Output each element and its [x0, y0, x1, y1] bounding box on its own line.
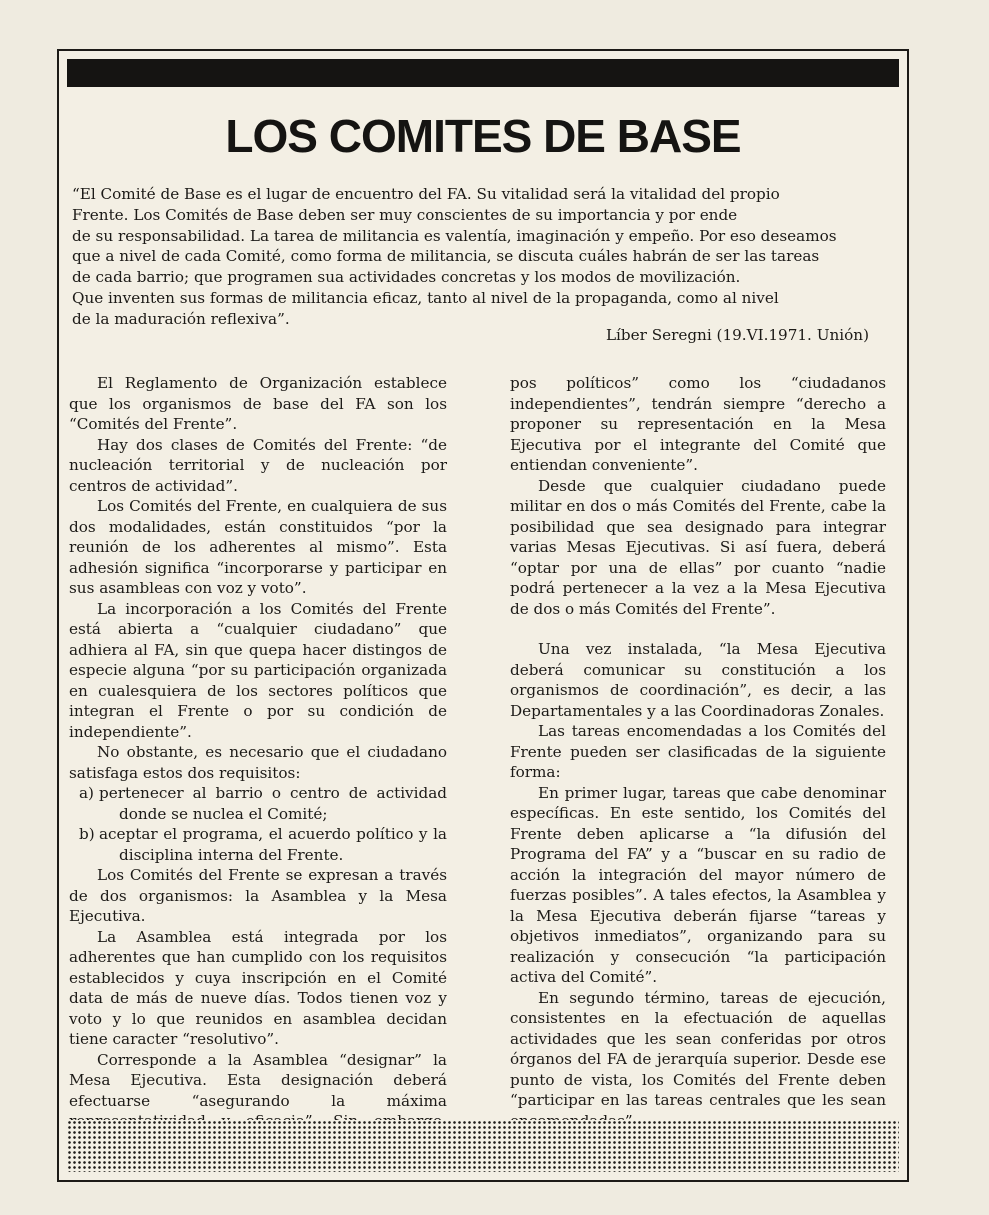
header-black-bar — [67, 59, 899, 87]
paragraph: Corresponde a la Asamblea “designar” la Mesa Ejecutiva. Esta designación deberá efectuarse “asegurando la máxima — [69, 1050, 447, 1110]
paragraph: Las tareas encomendadas a los Comités del Frente pueden ser clasificadas de la siguiente forma: — [510, 722, 886, 781]
left-column — [69, 373, 447, 1152]
list-item — [79, 783, 447, 824]
quote-attribution: Líber Seregni (19.VI.1971. Unión) — [605, 326, 869, 344]
headline: LOS COMITES DE BASE — [225, 110, 741, 162]
list-marker: a) — [79, 784, 94, 802]
list-marker: b) — [79, 825, 95, 843]
paragraph: La incorporación a los Comités del Frente está abierta a “cualquier ciudadano” que adhiera al FA, sin que quepa hacer distingos de especie alguna “por su participación organizada en cualesquiera de los sectores políticos que integran el Frente o por su condición de independiente”. — [69, 599, 447, 741]
paragraph: Los Comités del Frente, en cualquiera de sus dos modalidades, están constituidos “por la reunión de los adherentes al mismo”. Esta adhesión significa “incorporarse y participar en sus asambleas con voz y voto”. — [69, 497, 447, 597]
paragraph: En primer lugar, tareas que cabe denominar específicas. En este sentido, los Comités del Frente deben aplicarse a “la difusión del Programa del FA” y a “buscar en su radio de acción la integración del mayor número de fuerzas posibles”. A tales efectos, la Asamblea y la Mesa Ejecutiva deberán fijarse “tareas y objetivos inmediatos”, organizando para su realización y consecución “la participación activa del Comité”. — [510, 783, 886, 986]
list-item-text: pertenecer al barrio o centro de actividad donde se nuclea el Comité; — [99, 784, 447, 823]
paragraph: No obstante, es necesario que el ciudadano satisfaga estos dos requisitos: — [69, 743, 447, 782]
list-item-text: aceptar el programa, el acuerdo político y la disciplina interna del Frente. — [99, 825, 447, 864]
paragraph: Hay dos clases de Comités del Frente: “de nucleación territorial y de nucleación por centros de actividad”. — [69, 435, 447, 495]
paragraph: pos políticos” como los “ciudadanos independientes”, tendrán siempre “derecho a proponer su representación en la Mesa Ejecutiva por el integrante del Comité que entiendan conveniente”. — [510, 374, 886, 474]
article-page — [57, 49, 909, 1182]
requirements-list — [69, 783, 447, 865]
list-item — [79, 824, 447, 865]
right-column — [510, 373, 886, 1131]
paragraph: En segundo término, tareas de ejecución, consistentes en la efectuación de aquellas actividades que les sean conferidas por otros órganos del FA de jerarquía superior. Desde ese punto de vista, los Comités del Frente deben “participar en las tareas centrales que les sean — [510, 988, 886, 1109]
halftone-footer-band — [67, 1120, 899, 1172]
paragraph: Una vez instalada, “la Mesa Ejecutiva deberá comunicar su constitución a los organismos de coordinación”, es decir, a las Departamentales y a las Coordinadoras Zonales. — [510, 640, 886, 720]
paragraph: La Asamblea está integrada por los adherentes que han cumplido con los requisitos establecidos y cuya inscripción en el Comité data de más de nueve días. Todos tienen voz y voto y lo que reunidos en asamblea decidan tiene caracter “resolutivo”. — [69, 927, 447, 1048]
paragraph: Desde que cualquier ciudadano puede militar en dos o más Comités del Frente, cabe la posibilidad que sea designado para integrar varias Mesas Ejecutivas. Si así fuera, deberá “optar por una de ellas” por cuanto “nadie podrá pertenecer a la vez a la Mesa Ejecutiva de dos o más Comités del Frente”. — [510, 476, 886, 618]
epigraph-quote: “El Comité de Base es el lugar de encuentro del FA. Su vitalidad será la vitalidad del propio Frente. Los Comités de Base deben ser muy conscientes de su importancia y por ende de su responsabilidad. La tarea de militancia es valentía, imaginación y empeño. Por eso deseamos que a nivel de cada Comité, como forma de militancia, se discuta cuáles habrán de ser las tareas de cada barrio; que programen sua actividades concretas y los modos de movilización. Que inventen sus formas de militancia eficaz, tanto al nivel de la propaganda, como al nivel de la maduración reflexiva”. — [72, 185, 837, 328]
paragraph: Los Comités del Frente se expresan a través de dos organismos: la Asamblea y la Mesa Ejecutiva. — [69, 866, 447, 925]
paragraph: El Reglamento de Organización establece que los organismos de base del FA son los “Comités del Frente”. — [69, 374, 447, 433]
